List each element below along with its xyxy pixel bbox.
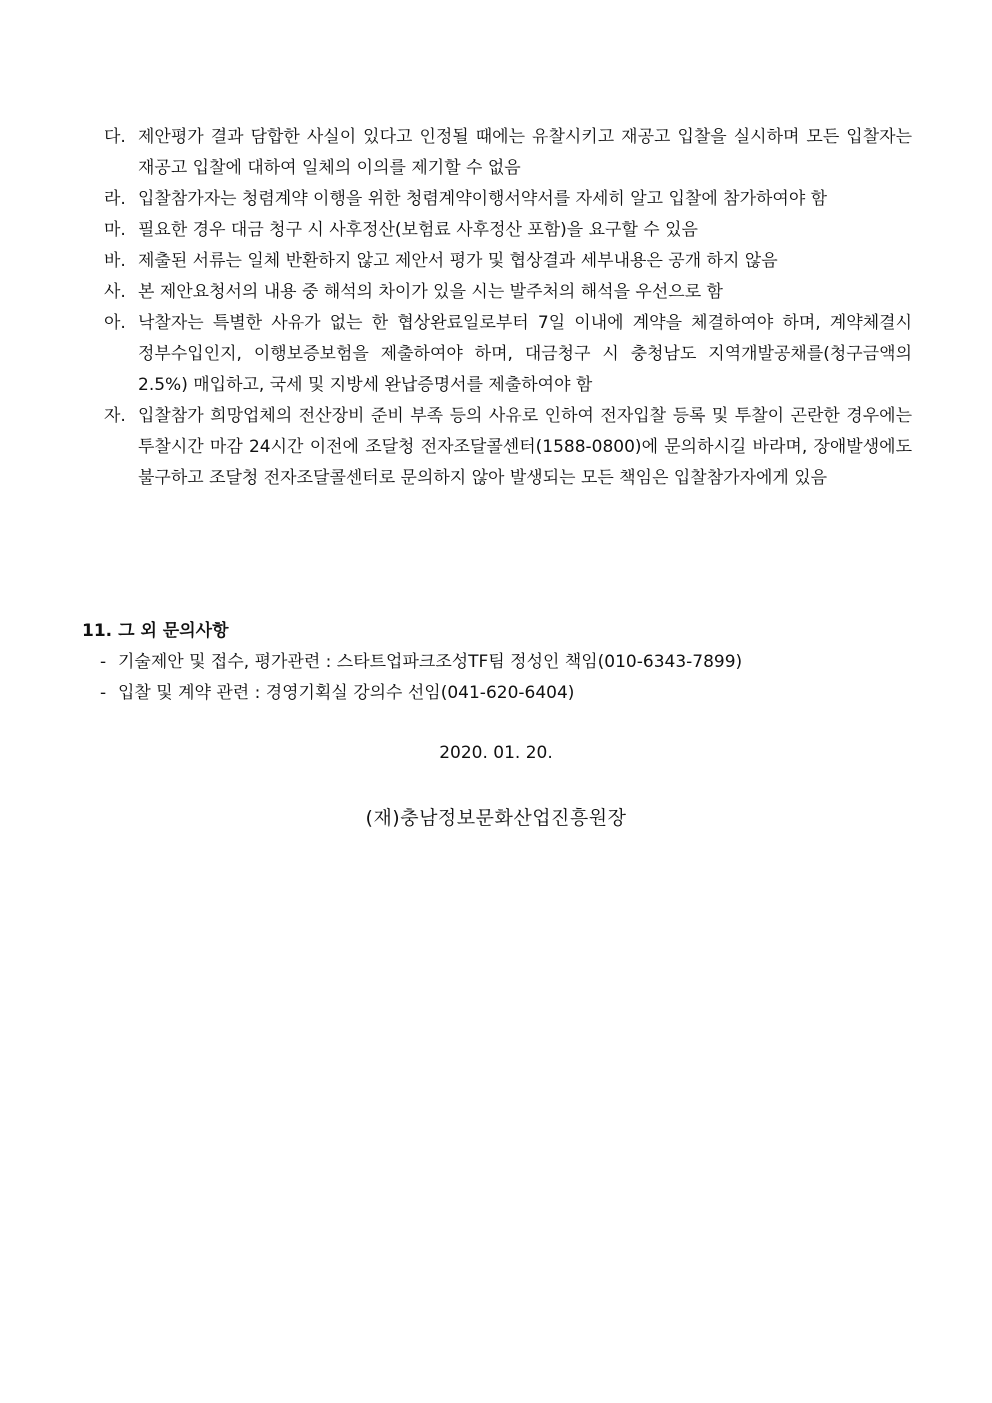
clause-text: 입찰참가 희망업체의 전산장비 준비 부족 등의 사유로 인하여 전자입찰 등록 및 투찰이 곤란한 경우에는 투찰시간 마감 24시간 이전에 조달청 전자조달콜센터(1588-0800)에 문의하시길 바라며, 장애발생에도 불구하고 조달청 전자조달콜센터로 문의하지 않아 발생되는 모든 책임은 입찰참가자에게 있음 [138, 406, 912, 488]
clause-text: 제출된 서류는 일체 반환하지 않고 제안서 평가 및 협상결과 세부내용은 공개 하지 않음 [138, 251, 778, 271]
clause-text: 제안평가 결과 담합한 사실이 있다고 인정될 때에는 유찰시키고 재공고 입찰을 실시하며 모든 입찰자는 재공고 입찰에 대하여 일체의 이의를 제기할 수 없음 [138, 127, 912, 178]
clause-list [104, 122, 912, 494]
clause-item-ma [104, 215, 912, 246]
list-dash: - [100, 652, 107, 672]
clause-text: 입찰참가자는 청렴계약 이행을 위한 청렴계약이행서약서를 자세히 알고 입찰에 참가하여야 함 [138, 189, 828, 209]
clause-marker: 아. [104, 313, 126, 333]
contact-list [82, 647, 912, 709]
clause-marker: 마. [104, 220, 126, 240]
clause-item-ra [104, 184, 912, 215]
clause-text: 본 제안요청서의 내용 중 해석의 차이가 있을 시는 발주처의 해석을 우선으로 함 [138, 282, 723, 302]
contact-text: 입찰 및 계약 관련 : 경영기획실 강의수 선임(041-620-6404) [118, 683, 575, 703]
clause-marker: 바. [104, 251, 126, 271]
document-date: 2020. 01. 20. [439, 743, 553, 763]
clause-item-da [104, 122, 912, 184]
section-number: 11. [82, 621, 113, 641]
clause-marker: 사. [104, 282, 126, 302]
contact-text: 기술제안 및 접수, 평가관련 : 스타트업파크조성TF팀 정성인 책임(010-6343-7899) [118, 652, 743, 672]
section-heading [82, 616, 912, 647]
clause-marker: 라. [104, 189, 126, 209]
clause-item-sa [104, 277, 912, 308]
section-title: 그 외 문의사항 [118, 621, 229, 641]
clause-marker: 자. [104, 406, 126, 426]
clause-item-ja [104, 401, 912, 494]
clause-item-ba [104, 246, 912, 277]
contact-item-technical [82, 647, 912, 678]
issuer-name: (재)충남정보문화산업진흥원장 [365, 807, 627, 829]
clause-text: 필요한 경우 대금 청구 시 사후정산(보험료 사후정산 포함)을 요구할 수 있음 [138, 220, 698, 240]
clause-marker: 다. [104, 127, 126, 147]
list-dash: - [100, 683, 107, 703]
contact-item-contract [82, 678, 912, 709]
clause-text: 낙찰자는 특별한 사유가 없는 한 협상완료일로부터 7일 이내에 계약을 체결하여야 하며, 계약체결시 정부수입인지, 이행보증보험을 제출하여야 하며, 대금청구 시 충청남도 지역개발공채를(청구금액의 2.5%) 매입하고, 국세 및 지방세 완납증명서를 제출하여야 함 [138, 313, 912, 395]
clause-item-a [104, 308, 912, 401]
section-inquiries [82, 616, 912, 709]
